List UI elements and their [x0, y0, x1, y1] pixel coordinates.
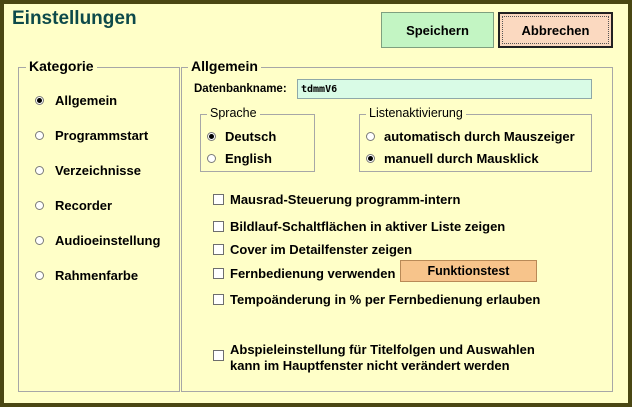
- kategorie-item-allgemein[interactable]: [35, 93, 117, 108]
- check-abspieleinstellung-text: [230, 342, 535, 374]
- kategorie-item-label: Allgemein: [55, 93, 118, 108]
- check-tempo-label: Tempoänderung in % per Fernbedienung erlauben: [230, 292, 541, 307]
- check-tempo[interactable]: [213, 292, 540, 307]
- radio-icon: [35, 236, 44, 245]
- kategorie-item-audioeinstellung[interactable]: [35, 233, 160, 248]
- window-title: Einstellungen: [12, 8, 137, 29]
- save-button[interactable]: Speichern: [381, 12, 494, 48]
- checkbox-icon: [213, 350, 224, 361]
- listenaktivierung-option-label: automatisch durch Mauszeiger: [384, 129, 575, 144]
- check-bildlauf-label: Bildlauf-Schaltflächen in aktiver Liste zeigen: [230, 219, 506, 234]
- sprache-option-label: Deutsch: [225, 129, 277, 144]
- kategorie-item-verzeichnisse[interactable]: [35, 163, 141, 178]
- radio-icon: [35, 201, 44, 210]
- sprache-label: Sprache: [207, 106, 260, 120]
- listenaktivierung-option-manuell[interactable]: [366, 151, 539, 166]
- radio-icon: [35, 271, 44, 280]
- kategorie-item-label: Recorder: [55, 198, 113, 213]
- datenbankname-input[interactable]: [297, 79, 592, 99]
- datenbankname-label: Datenbankname:: [194, 83, 287, 95]
- kategorie-item-label: Audioeinstellung: [55, 233, 161, 248]
- checkbox-icon: [213, 194, 224, 205]
- kategorie-item-rahmenfarbe[interactable]: [35, 268, 138, 283]
- funktionstest-button[interactable]: Funktionstest: [400, 260, 537, 282]
- check-mausrad[interactable]: [213, 192, 460, 207]
- sprache-option-english[interactable]: [207, 151, 272, 166]
- listenaktivierung-label: Listenaktivierung: [366, 106, 466, 120]
- check-abspieleinstellung[interactable]: [213, 342, 535, 374]
- sprache-option-label: English: [225, 151, 272, 166]
- kategorie-item-label: Verzeichnisse: [55, 163, 141, 178]
- kategorie-label: Kategorie: [26, 58, 97, 74]
- checkbox-icon: [213, 294, 224, 305]
- check-cover[interactable]: [213, 242, 412, 257]
- checkbox-icon: [213, 221, 224, 232]
- radio-icon: [207, 154, 216, 163]
- cancel-button-label: Abbrechen: [521, 22, 590, 38]
- allgemein-label: Allgemein: [188, 58, 261, 74]
- radio-selected-icon: [35, 96, 44, 105]
- check-fernbedienung[interactable]: [213, 266, 395, 281]
- radio-selected-icon: [366, 154, 375, 163]
- focus-outline: [502, 16, 609, 44]
- check-mausrad-label: Mausrad-Steuerung programm-intern: [230, 192, 461, 207]
- kategorie-item-recorder[interactable]: [35, 198, 112, 213]
- listenaktivierung-option-automatisch[interactable]: [366, 129, 575, 144]
- cancel-button[interactable]: [498, 12, 613, 48]
- kategorie-item-label: Rahmenfarbe: [55, 268, 139, 283]
- kategorie-group: [18, 67, 180, 392]
- sprache-option-deutsch[interactable]: [207, 129, 276, 144]
- listenaktivierung-option-label: manuell durch Mausklick: [384, 151, 539, 166]
- radio-icon: [366, 132, 375, 141]
- radio-selected-icon: [207, 132, 216, 141]
- check-cover-label: Cover im Detailfenster zeigen: [230, 242, 413, 257]
- checkbox-icon: [213, 244, 224, 255]
- radio-icon: [35, 166, 44, 175]
- check-fernbedienung-label: Fernbedienung verwenden: [230, 266, 396, 281]
- radio-icon: [35, 131, 44, 140]
- kategorie-item-programmstart[interactable]: [35, 128, 148, 143]
- check-bildlauf[interactable]: [213, 219, 505, 234]
- kategorie-item-label: Programmstart: [55, 128, 149, 143]
- checkbox-icon: [213, 268, 224, 279]
- check-abspieleinstellung-line2: kann im Hauptfenster nicht verändert werden: [230, 358, 510, 373]
- check-abspieleinstellung-line1: Abspieleinstellung für Titelfolgen und Auswahlen: [230, 342, 535, 357]
